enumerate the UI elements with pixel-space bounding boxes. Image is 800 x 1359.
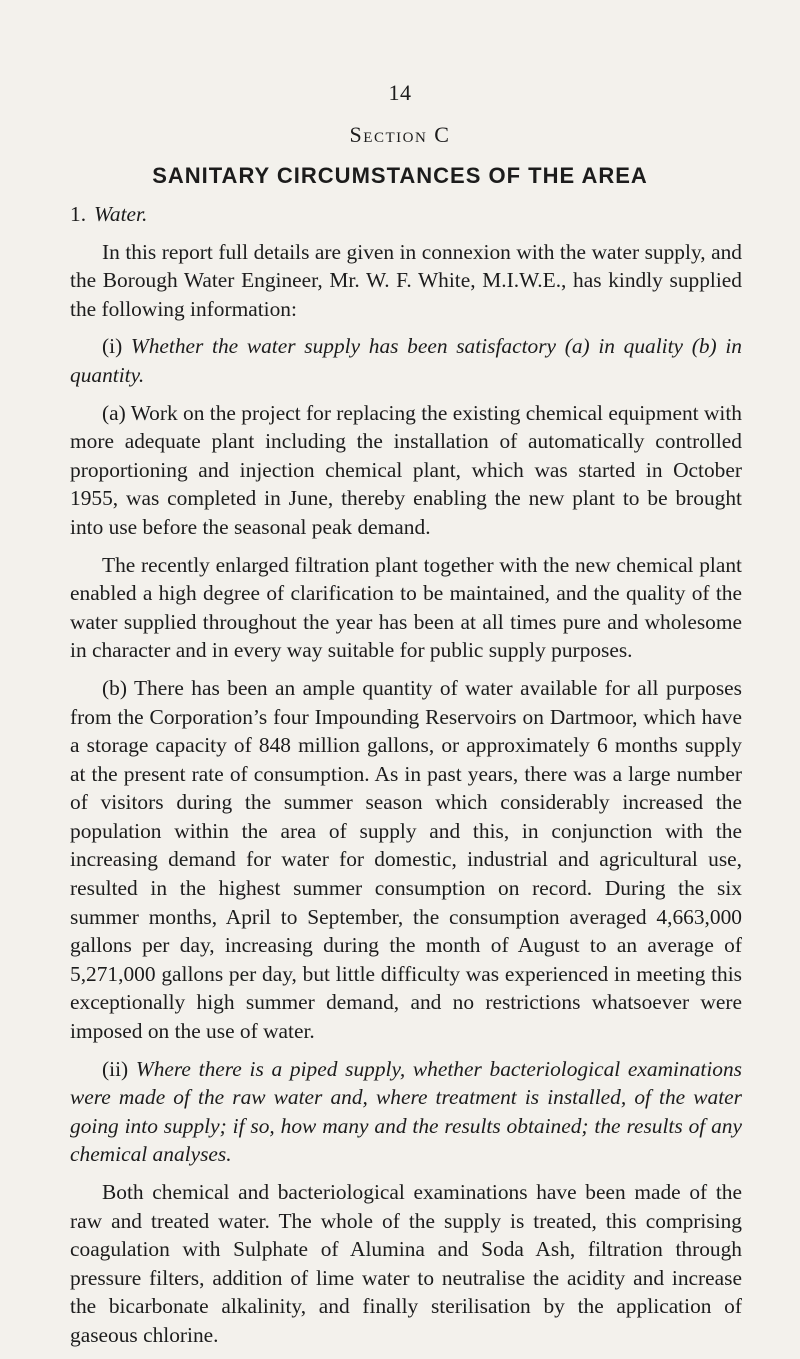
main-title: SANITARY CIRCUMSTANCES OF THE AREA — [152, 163, 648, 188]
question-2 — [70, 1055, 742, 1169]
question-2-text: Where there is a piped supply, whether bacteriological examinations were made of the raw water and, where treatment is installed, of the water going into supply; if so, how many and the results obtained; the results of any chemical analyses. — [70, 1056, 742, 1167]
question-1-text: Whether the water supply has been satisfactory (a) in quality (b) in quantity. — [70, 334, 742, 387]
item-title: Water. — [94, 202, 148, 226]
document-body — [70, 200, 742, 1359]
question-1 — [70, 332, 742, 389]
answer-2-paragraph: Both chemical and bacteriological examinations have been made of the raw and treated water. The whole of the supply is treated, this comprising coagulation with Sulphate of Alumina and Soda Ash, filtration through pressure filters, addition of lime water to neutralise the acidity and increase the bicarbonate alkalinity, and finally sterilisation by the application of gaseous chlorine. — [70, 1180, 742, 1347]
item-number: 1. — [70, 202, 87, 226]
answer-1b-paragraph: (b) There has been an ample quantity of water available for all purposes from the Corporation’s four Impounding Reservoirs on Dartmoor, which have a storage capacity of 848 million gallons, or approximately 6 months supply at the present rate of consumption. As in past years, there was a large number of visitors during the summer season which considerably increased the population within the area of supply and this, in conjunction with the increasing demand for water for domestic, industrial and agricultural use, resulted in the highest summer consumption on record. During the six summer months, April to September, the consumption averaged 4,663,000 gallons per day, increasing during the month of August to an average of 5,271,000 gallons per day, but little difficulty was experienced in meeting this exceptionally high summer demand, and no restrictions whatsoever were imposed on the use of water. — [70, 675, 742, 1044]
item-heading — [70, 200, 742, 229]
answer-1a-continuation: The recently enlarged filtration plant together with the new chemical plant enabled a high degree of clarification to be maintained, and the quality of the water supplied throughout the year has been at all times pure and wholesome in character and in every way suitable for public supply purposes. — [70, 552, 742, 663]
page-number: 14 — [388, 80, 412, 105]
intro-paragraph: In this report full details are given in connexion with the water supply, and the Borough Water Engineer, Mr. W. F. White, M.I.W.E., has kindly supplied the following information: — [70, 239, 742, 321]
question-1-number: (i) — [102, 334, 123, 359]
section-heading: Section C — [349, 122, 451, 147]
answer-1a-paragraph: (a) Work on the project for replacing the existing chemical equipment with more adequate plant including the installation of automatically controlled proportioning and injection chemical plant, which was started in October 1955, was completed in June, thereby enabling the new plant to be brought into use before the seasonal peak demand. — [70, 400, 742, 539]
question-2-number: (ii) — [102, 1056, 129, 1081]
